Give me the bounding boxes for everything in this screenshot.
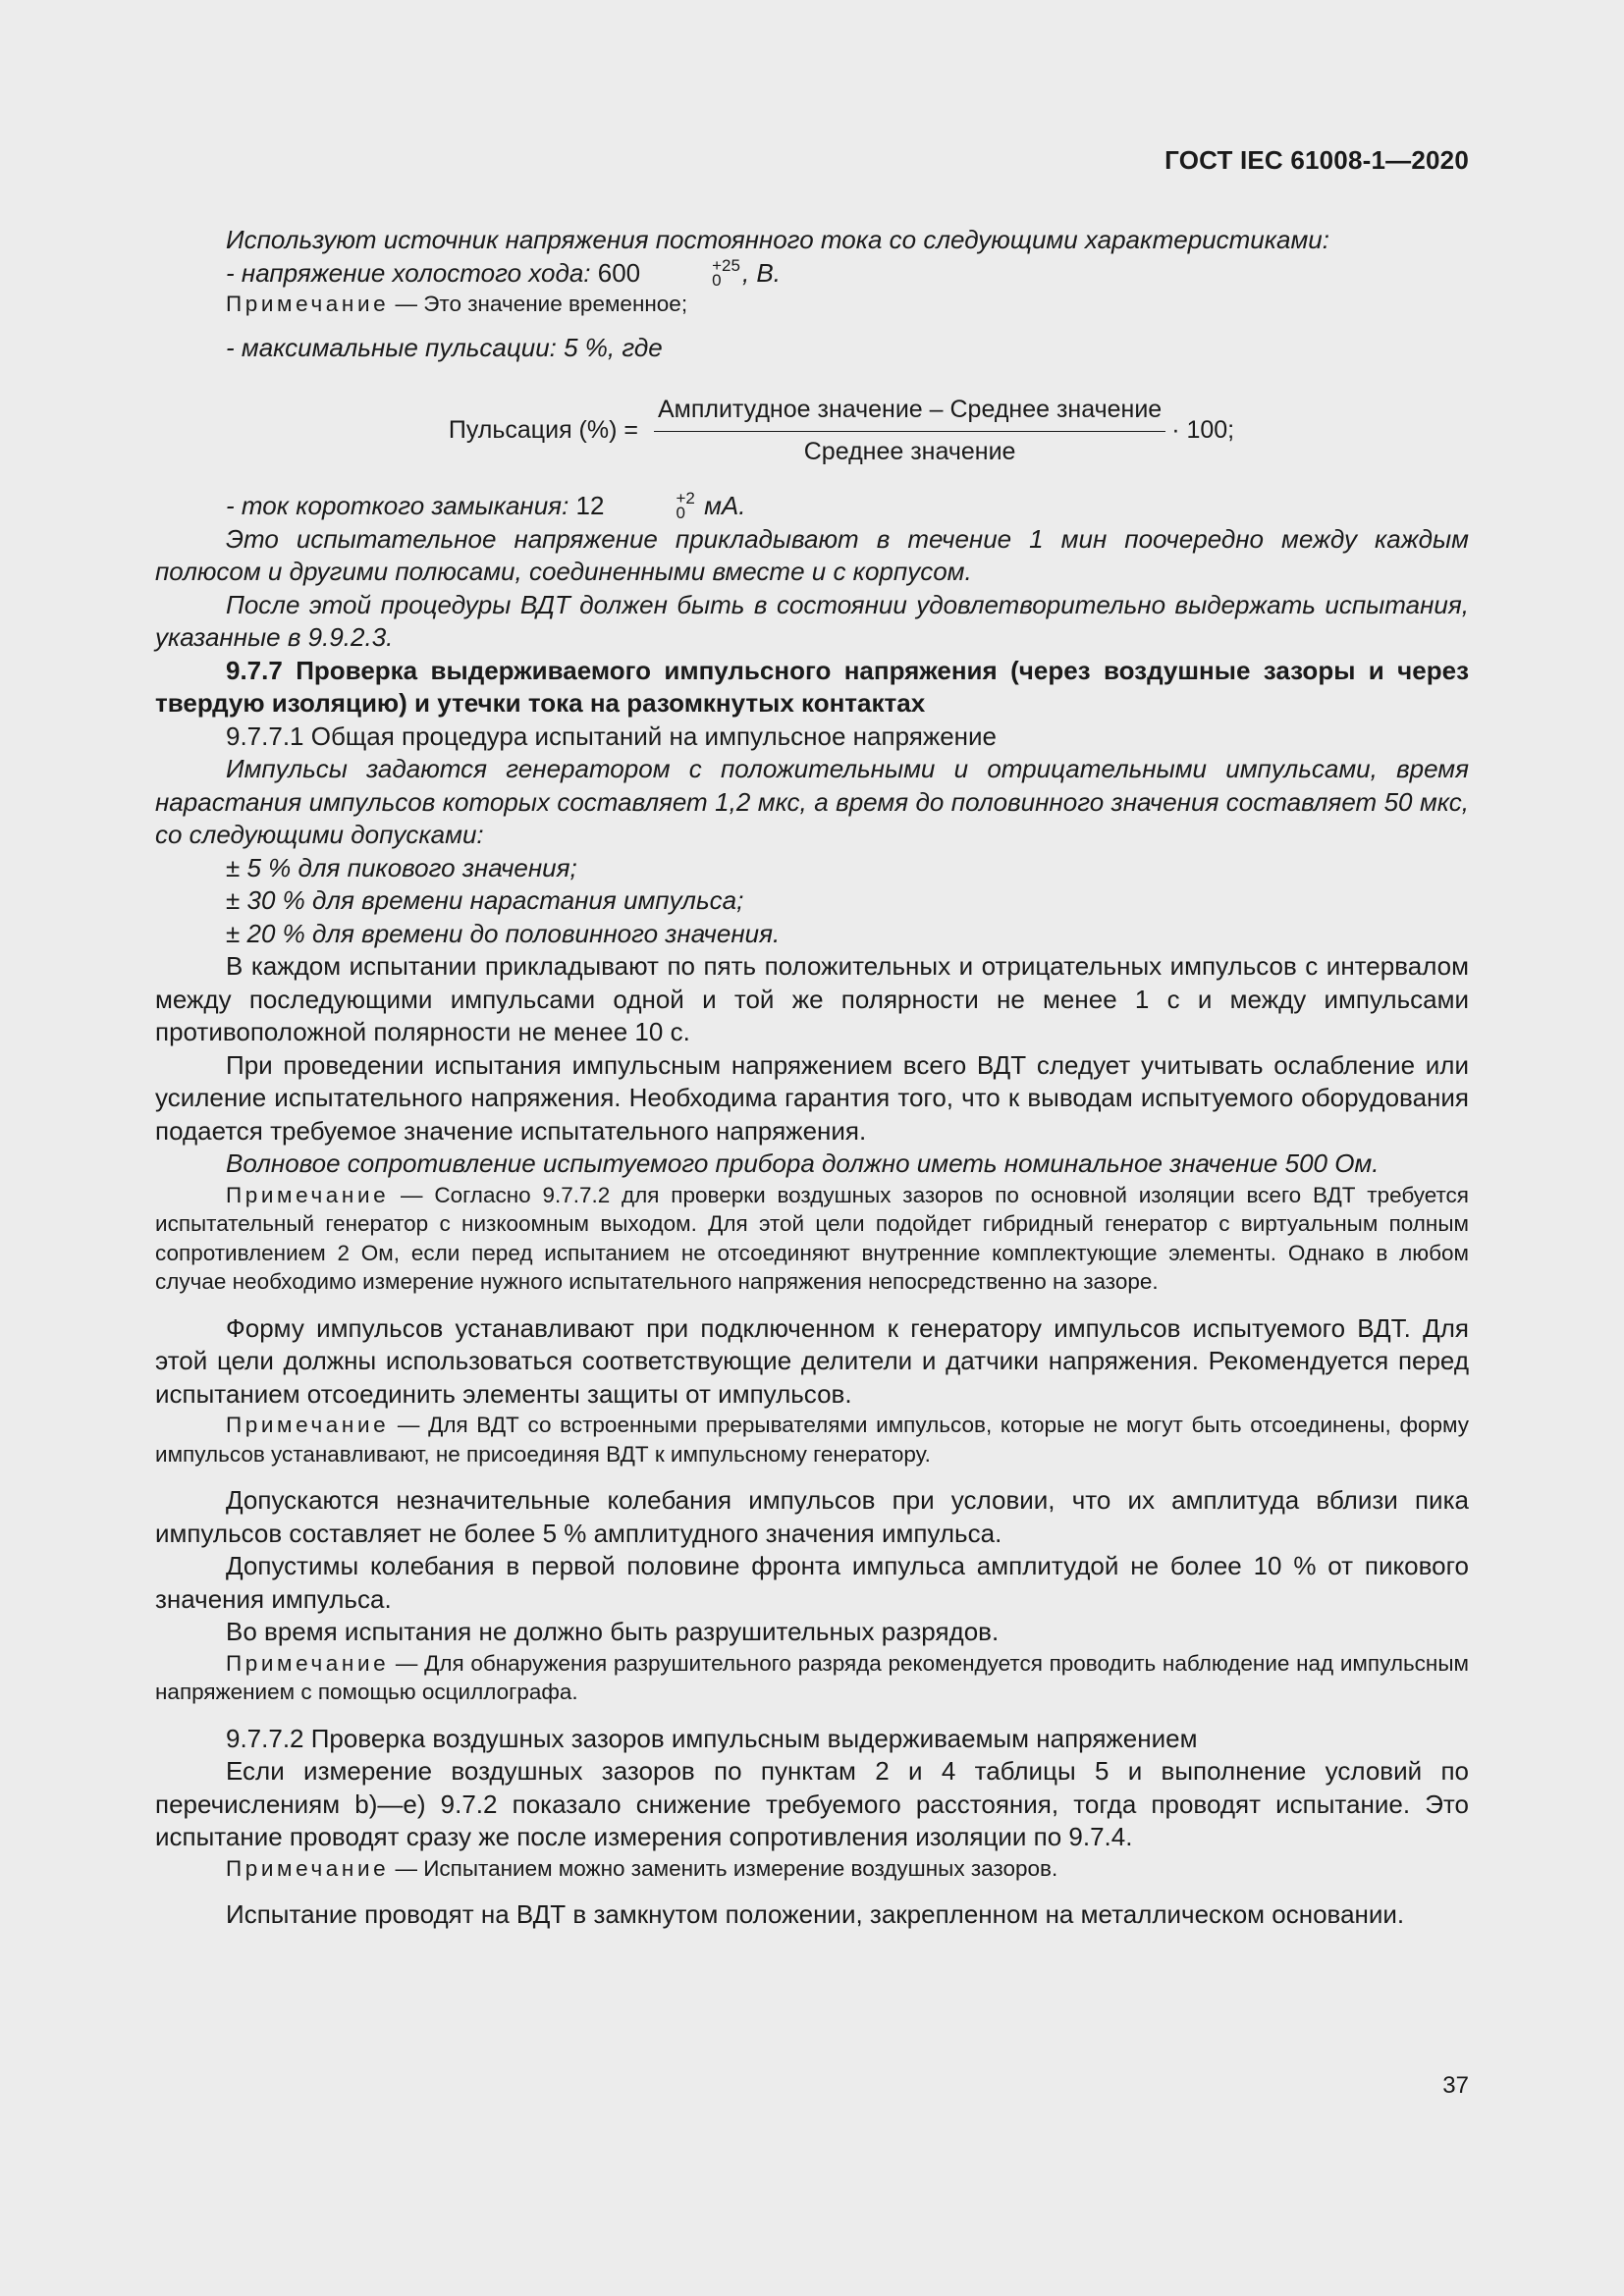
paragraph-closed-position: Испытание проводят на ВДТ в замкнутом положении, закрепленном на металлическом основании. (226, 1899, 1405, 1929)
paragraph-impulse-shape: Форму импульсов устанавливают при подключенном к генератору импульсов испытуемого ВДТ. Для этой цели должны использоваться соответствующие делители и датчики напряжения. Рекомендуется перед испытанием отсоединить элементы защиты от импульсов. (155, 1312, 1469, 1409)
page-content (155, 224, 1469, 1932)
source-description: Используют источник напряжения постоянного тока со следующими характеристиками: (226, 225, 1329, 254)
note-temporary-value: Примечание — Это значение временное; (226, 292, 688, 316)
voltage-tolerance: +25 0 (712, 255, 740, 290)
tolerance-half-value: ± 20 % для времени до половинного значения. (226, 918, 781, 948)
note-built-in-interrupters: Примечание — Для ВДТ со встроенными прерывателями импульсов, которые не могут быть отсоединены, форму импульсов устанавливают, не присоединяя ВДТ к импульсному генератору. (155, 1413, 1469, 1467)
max-ripple-line: - максимальные пульсации: 5 %, где (226, 332, 663, 362)
note-oscilloscope: Примечание — Для обнаружения разрушительного разряда рекомендуется проводить наблюдение над импульсным напряжением с помощью осциллографа. (155, 1650, 1469, 1704)
paragraph-during-test: При проведении испытания импульсным напряжением всего ВДТ следует учитывать ослабление или усиление испытательного напряжения. Необходима гарантия того, что к выводам испытуемого оборудования подается требуемое значение испытательного напряжения. (155, 1049, 1469, 1146)
short-circuit-current-line: - ток короткого замыкания: 12 +2 0 мА. (226, 489, 746, 523)
paragraph-no-discharges: Во время испытания не должно быть разрушительных разрядов. (226, 1617, 1000, 1646)
current-tolerance: +2 0 (676, 489, 695, 523)
paragraph-wave-impedance: Волновое сопротивление испытуемого прибора должно иметь номинальное значение 500 Ом. (226, 1148, 1380, 1178)
paragraph-after-procedure: После этой процедуры ВДТ должен быть в состоянии удовлетворительно выдержать испытания, указанные в 9.9.2.3. (155, 589, 1469, 652)
paragraph-each-test: В каждом испытании прикладывают по пять положительных и отрицательных импульсов с интервалом между последующими импульсами одной и той же полярности не менее 1 с и между импульсами противоположной полярности не менее 10 с. (155, 951, 1469, 1046)
paragraph-allowed-oscillations: Допускаются незначительные колебания импульсов при условии, что их амплитуда вблизи пика импульсов составляет не более 5 % амплитудного значения импульса. (155, 1485, 1469, 1548)
voltage-value: 600 (597, 257, 641, 288)
tolerance-rise-time: ± 30 % для времени нарастания импульса; (226, 885, 744, 915)
subsection-heading-9-7-7-1: 9.7.7.1 Общая процедура испытаний на импульсное напряжение (226, 721, 998, 751)
formula-rhs: · 100; (1171, 416, 1235, 445)
formula-numerator: Амплитудное значение – Среднее значение (654, 394, 1165, 432)
paragraph-clearance-measurement: Если измерение воздушных зазоров по пунктам 2 и 4 таблицы 5 и выполнение условий по перечислениям b)—e) 9.7.2 показало снижение требуемого расстояния, тогда проводят испытание. Это испытание проводят сразу же после измерения сопротивления изоляции по 9.7.4. (155, 1756, 1469, 1851)
paragraph-apply-voltage: Это испытательное напряжение прикладывают в течение 1 мин поочередно между каждым полюсом и другими полюсами, соединенными вместе и с корпусом. (155, 523, 1469, 586)
note-replace-measurement: Примечание — Испытанием можно заменить измерение воздушных зазоров. (226, 1855, 1058, 1881)
section-heading-9-7-7: 9.7.7 Проверка выдерживаемого импульсного напряжения (через воздушные зазоры и через твердую изоляцию) и утечки тока на разомкнутых контактах (155, 655, 1469, 718)
subsection-heading-9-7-7-2: 9.7.7.2 Проверка воздушных зазоров импульсным выдерживаемым напряжением (226, 1723, 1198, 1753)
paragraph-impulses: Импульсы задаются генератором с положительными и отрицательными импульсами, время нарастания импульсов которых составляет 1,2 мкс, а время до половинного значения составляет 50 мкс, со следующими допусками: (155, 754, 1469, 849)
ripple-formula (155, 394, 1469, 468)
formula-lhs: Пульсация (%) = (448, 416, 638, 445)
note-hybrid-generator: Примечание — Согласно 9.7.7.2 для проверки воздушных зазоров по основной изоляции всего ВДТ требуется испытательный генератор с низкоомным выходом. Для этой цели подойдет гибридный генератор с виртуальным полным сопротивлением 2 Ом, если перед испытанием не отсоединяют внутренние комплектующие элементы. Однако в любом случае необходимо измерение нужного испытательного напряжения непосредственно на зазоре. (155, 1182, 1469, 1294)
tolerance-peak: ± 5 % для пикового значения; (226, 852, 577, 882)
formula-fraction (654, 394, 1165, 468)
formula-denominator: Среднее значение (803, 437, 1016, 465)
page-number: 37 (1442, 2072, 1469, 2099)
paragraph-front-oscillations: Допустимы колебания в первой половине фронта импульса амплитудой не более 10 % от пикового значения импульса. (155, 1551, 1469, 1614)
open-circuit-voltage-line: - напряжение холостого хода: 600 +25 0 , В. (226, 255, 781, 290)
current-value: 12 (575, 491, 605, 520)
document-code-header: ГОСТ IEC 61008-1—2020 (1164, 145, 1469, 175)
